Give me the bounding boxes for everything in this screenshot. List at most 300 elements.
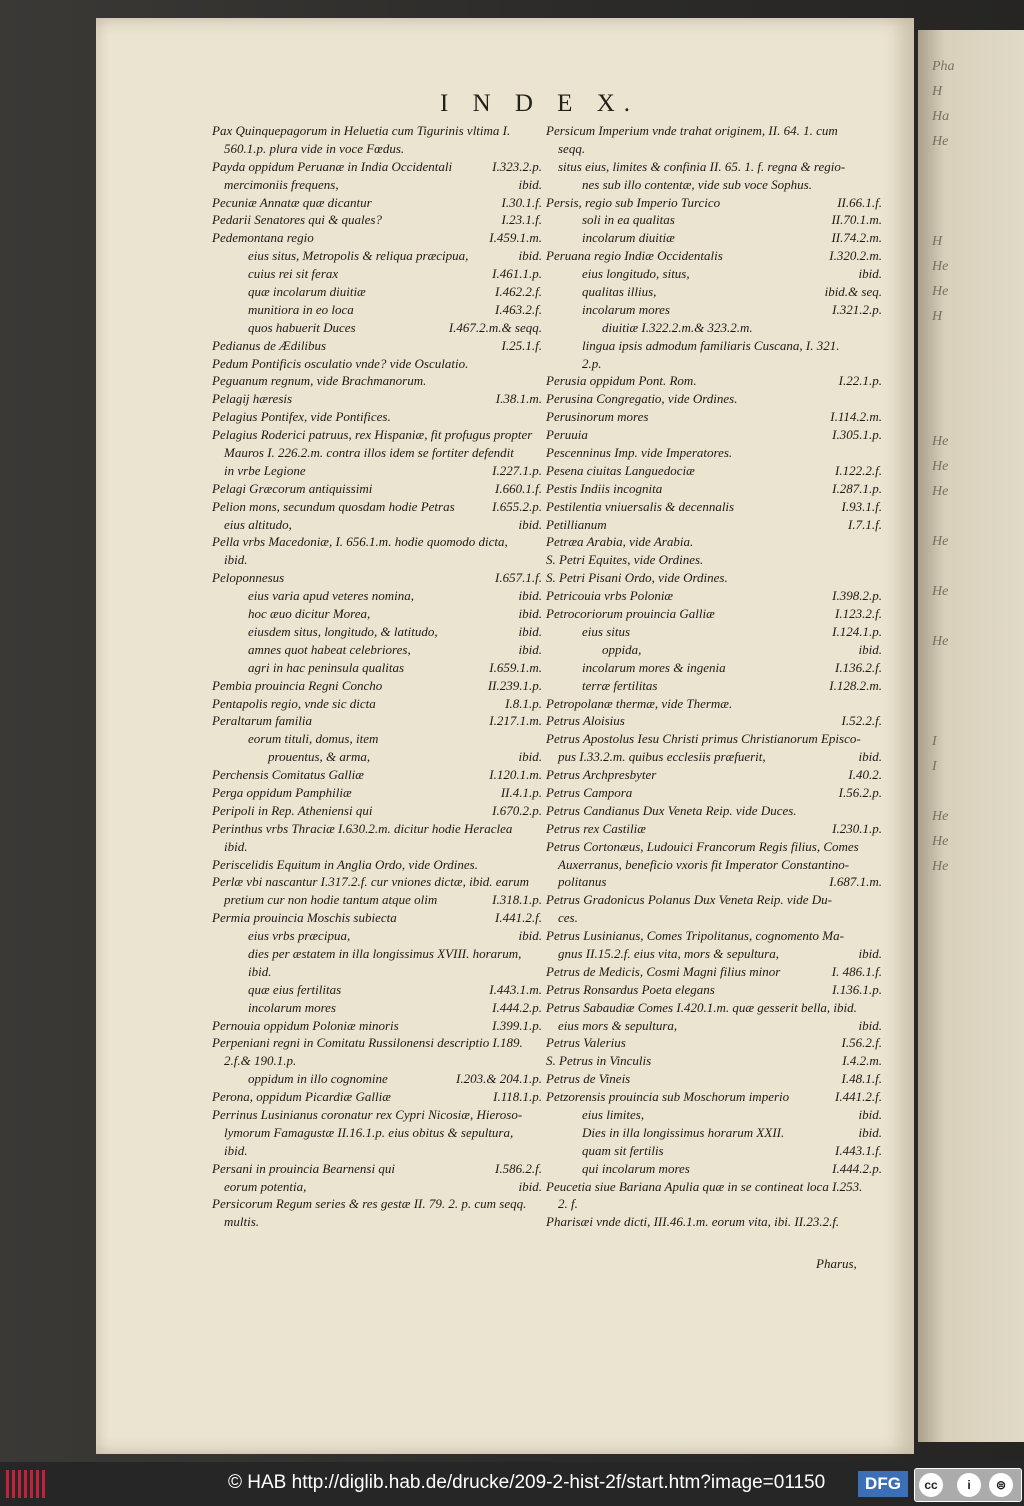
index-entry — [546, 1106, 882, 1124]
index-entry — [212, 372, 542, 390]
entry-text: Perinthus vrbs Thraciæ I.630.2.m. dicitur hodie Heraclea — [212, 820, 513, 836]
index-entry — [546, 891, 882, 909]
index-entry — [546, 480, 882, 498]
entry-text: eius varia apud veteres nomina, — [248, 588, 414, 604]
index-entry — [546, 426, 882, 444]
entry-text: Auxerranus, beneficio vxoris fit Imperator Constantino- — [558, 856, 850, 872]
entry-text: incolarum mores & ingenia — [582, 659, 726, 675]
index-entry — [546, 301, 882, 319]
index-entry — [212, 945, 542, 963]
entry-text: Dies in illa longissimus horarum XXII. — [582, 1124, 785, 1140]
index-entry — [212, 176, 542, 194]
index-entry — [212, 426, 542, 444]
entry-text: Pernouia oppidum Poloniæ minoris — [212, 1017, 399, 1033]
index-entry — [546, 659, 882, 677]
entry-text: eius vrbs præcipua, — [248, 928, 351, 944]
entry-reference: I.136.2.f. — [835, 659, 882, 675]
entry-text: Petzorensis prouincia sub Moschorum imperio — [546, 1089, 790, 1105]
entry-text: Petrus Valerius — [546, 1035, 626, 1051]
index-entry — [212, 569, 542, 587]
entry-text: Petrus de Medicis, Cosmi Magni filius minor — [546, 963, 781, 979]
entry-text: Petrus Archpresbyter — [546, 767, 657, 783]
index-entry — [212, 587, 542, 605]
entry-reference: I.128.2.m. — [829, 677, 882, 693]
attribution-icon: i — [957, 1473, 981, 1497]
facing-fragment — [932, 654, 1024, 679]
entry-text: 2.p. — [582, 355, 602, 371]
facing-fragment: He — [932, 584, 949, 599]
index-entry — [546, 516, 882, 534]
entry-text: Petrus Sabaudiæ Comes I.420.1.m. quæ gesserit bella, ibid. — [546, 999, 857, 1015]
entry-reference: I.687.1.m. — [829, 874, 882, 890]
index-entry — [546, 498, 882, 516]
entry-text: Peripoli in Rep. Atheniensi qui — [212, 802, 373, 818]
entry-reference: I.40.2. — [848, 767, 882, 783]
index-entry — [212, 194, 542, 212]
facing-fragment — [932, 154, 1024, 179]
footer-url-text[interactable]: © HAB http://diglib.hab.de/drucke/209-2-hist-2f/start.htm?image=01150 — [228, 1472, 826, 1493]
entry-reference: I.462.2.f. — [495, 284, 542, 300]
index-entry — [212, 695, 542, 713]
entry-reference: ibid. — [858, 641, 882, 657]
facing-fragment — [932, 504, 1024, 529]
facing-fragment: He — [932, 284, 949, 299]
entry-text: S. Petri Equites, vide Ordines. — [546, 552, 704, 568]
entry-text: ibid. — [224, 838, 248, 854]
entry-text: quæ incolarum diuitiæ — [248, 284, 366, 300]
index-entry — [546, 372, 882, 390]
index-entry — [212, 873, 542, 891]
entry-text: Pelion mons, secundum quosdam hodie Petras — [212, 498, 455, 514]
entry-text: Petrus Aloisius — [546, 713, 625, 729]
entry-text: incolarum mores — [582, 301, 670, 317]
index-entry — [212, 927, 542, 945]
facing-fragment — [932, 354, 1024, 379]
facing-fragment: He — [932, 534, 949, 549]
index-entry — [546, 569, 882, 587]
entry-reference: ibid. — [858, 945, 882, 961]
index-entry — [212, 229, 542, 247]
index-entry — [546, 695, 882, 713]
catchword: Pharus, — [816, 1256, 857, 1271]
facing-fragment — [932, 204, 1024, 229]
entry-reference: I.655.2.p. — [492, 498, 542, 514]
entry-text: Petrus Lusinianus, Comes Tripolitanus, cognomento Ma- — [546, 928, 844, 944]
index-entry — [212, 533, 542, 551]
entry-text: Pelagius Pontifex, vide Pontifices. — [212, 409, 391, 425]
facing-fragment: He — [932, 259, 949, 274]
index-entry — [546, 1178, 882, 1196]
entry-text: Pharisæi vnde dicti, III.46.1.m. eorum vita, ibi. II.23.2.f. — [546, 1214, 840, 1230]
facing-fragment: Pha — [932, 59, 955, 74]
entry-text: Pelagi Græcorum antiquissimi — [212, 480, 373, 496]
entry-text: Petrus Campora — [546, 784, 633, 800]
entry-text: prouentus, & arma, — [268, 749, 371, 765]
index-entry — [546, 623, 882, 641]
entry-text: quos habuerit Duces — [248, 319, 356, 335]
running-head: I N D E X. — [440, 90, 640, 117]
index-entry — [546, 176, 882, 194]
index-entry — [212, 748, 542, 766]
entry-reference: II.70.1.m. — [831, 212, 882, 228]
index-entry — [212, 1034, 542, 1052]
entry-text: S. Petri Pisani Ordo, vide Ordines. — [546, 570, 728, 586]
index-entry — [212, 283, 542, 301]
index-entry — [546, 533, 882, 551]
index-entry — [546, 748, 882, 766]
facing-fragment: He — [932, 134, 949, 149]
entry-reference: ibid. — [858, 266, 882, 282]
entry-text: eius situs — [582, 623, 631, 639]
entry-text: Pedemontana regio — [212, 230, 314, 246]
entry-text: eorum tituli, domus, item — [248, 731, 379, 747]
index-entry — [212, 838, 542, 856]
entry-reference: I.118.1.p. — [493, 1089, 542, 1105]
entry-reference: ibid. — [518, 1178, 542, 1194]
entry-text: Peloponnesus — [212, 570, 285, 586]
index-entry — [212, 498, 542, 516]
index-entry — [212, 480, 542, 498]
entry-text: mercimoniis frequens, — [224, 176, 339, 192]
entry-reference: I.217.1.m. — [489, 713, 542, 729]
index-entry — [546, 1142, 882, 1160]
entry-text: Persicorum Regum series & res gestæ II. 79. 2. p. cum seqq. — [212, 1196, 527, 1212]
entry-reference: ibid.& seq. — [824, 284, 882, 300]
entry-text: Pella vrbs Macedoniæ, I. 656.1.m. hodie quomodo dicta, — [212, 534, 508, 550]
entry-reference: ibid. — [858, 1106, 882, 1122]
entry-text: eorum potentia, — [224, 1178, 307, 1194]
index-entry — [212, 623, 542, 641]
index-entry — [212, 1142, 542, 1160]
entry-text: Pelagius Roderici patruus, rex Hispaniæ, fit profugus propter — [212, 427, 533, 443]
index-entry — [212, 605, 542, 623]
entry-text: amnes quot habeat celebriores, — [248, 641, 411, 657]
index-entry — [546, 462, 882, 480]
facing-fragment — [932, 329, 1024, 354]
index-entry — [212, 551, 542, 569]
entry-text: ces. — [558, 910, 578, 926]
entry-reference: I.657.1.f. — [495, 570, 542, 586]
entry-text: in vrbe Legione — [224, 462, 306, 478]
index-entry — [212, 1070, 542, 1088]
entry-text: Peruuia — [546, 427, 588, 443]
entry-text: terræ fertilitas — [582, 677, 658, 693]
index-entry — [212, 981, 542, 999]
index-entry — [212, 1106, 542, 1124]
index-entry — [546, 265, 882, 283]
index-entry — [212, 820, 542, 838]
index-entry — [212, 301, 542, 319]
entry-reference: II.74.2.m. — [831, 230, 882, 246]
index-entry — [546, 140, 882, 158]
entry-text: oppidum in illo cognomine — [248, 1071, 388, 1087]
entry-reference: I.318.1.p. — [492, 892, 542, 908]
entry-reference: I.398.2.p. — [832, 588, 882, 604]
entry-reference: I.230.1.p. — [832, 820, 882, 836]
entry-reference: II.4.1.p. — [500, 784, 542, 800]
entry-text: nes sub illo contentæ, vide sub voce Sophus. — [582, 176, 812, 192]
entry-text: Petrus Cortonæus, Ludouici Francorum Regis filius, Comes — [546, 838, 859, 854]
entry-reference: I.122.2.f. — [835, 462, 882, 478]
entry-reference: I.586.2.f. — [495, 1160, 542, 1176]
facing-fragment — [932, 779, 1024, 804]
entry-reference: I.459.1.m. — [489, 230, 542, 246]
entry-reference: I.136.1.p. — [832, 981, 882, 997]
cc-icon: cc — [919, 1473, 943, 1497]
entry-text: Petrus Gradonicus Polanus Dux Veneta Reip. vide Du- — [546, 892, 832, 908]
facing-fragment: He — [932, 484, 949, 499]
entry-text: cuius rei sit ferax — [248, 266, 339, 282]
entry-text: soli in ea qualitas — [582, 212, 675, 228]
entry-reference: I.56.2.f. — [841, 1035, 882, 1051]
entry-reference: I.25.1.f. — [501, 337, 542, 353]
entry-text: Petricouia vrbs Poloniæ — [546, 588, 674, 604]
entry-text: Perlæ vbi nascantur I.317.2.f. cur vniones dictæ, ibid. earum — [212, 874, 530, 890]
entry-text: Perga oppidum Pamphiliæ — [212, 784, 352, 800]
entry-reference: I.8.1.p. — [505, 695, 542, 711]
entry-text: Peguanum regnum, vide Brachmanorum. — [212, 373, 427, 389]
index-entry — [546, 1124, 882, 1142]
index-entry — [212, 265, 542, 283]
entry-reference: I.38.1.m. — [495, 391, 542, 407]
entry-reference: I.7.1.f. — [848, 516, 882, 532]
index-entry — [212, 444, 542, 462]
entry-reference: II.66.1.f. — [837, 194, 882, 210]
entry-reference: I.320.2.m. — [829, 248, 882, 264]
entry-text: pus I.33.2.m. quibus ecclesiis præfuerit, — [558, 749, 766, 765]
index-entry — [212, 355, 542, 373]
index-entry — [546, 247, 882, 265]
index-entry — [212, 158, 542, 176]
index-entry — [546, 390, 882, 408]
index-entry — [546, 211, 882, 229]
entry-text: Persis, regio sub Imperio Turcico — [546, 194, 721, 210]
entry-reference: I.441.2.f. — [835, 1089, 882, 1105]
index-entry — [546, 605, 882, 623]
index-entry — [546, 283, 882, 301]
facing-fragment: He — [932, 634, 949, 649]
entry-reference: I.203.& 204.1.p. — [456, 1071, 542, 1087]
entry-text: quæ eius fertilitas — [248, 981, 342, 997]
entry-reference: I.467.2.m.& seqq. — [448, 319, 542, 335]
entry-text: Perpeniani regni in Comitatu Russilonensi descriptio I.189. — [212, 1035, 523, 1051]
index-entry — [546, 784, 882, 802]
facing-fragment — [932, 404, 1024, 429]
entry-reference: I.114.2.m. — [830, 409, 882, 425]
facing-page-text — [932, 54, 1024, 879]
index-entry — [546, 766, 882, 784]
dfg-logo: DFG — [858, 1471, 908, 1497]
entry-reference: I.56.2.p. — [838, 784, 882, 800]
entry-text: ibid. — [224, 1142, 248, 1158]
entry-reference: ibid. — [518, 588, 542, 604]
entry-reference: I.443.1.m. — [489, 981, 542, 997]
index-entry — [212, 247, 542, 265]
index-entry — [546, 838, 882, 856]
entry-reference: ibid. — [858, 1017, 882, 1033]
entry-reference: I.659.1.m. — [489, 659, 542, 675]
entry-text: S. Petrus in Vinculis — [546, 1053, 652, 1069]
entry-reference: ibid. — [518, 606, 542, 622]
index-entry — [212, 891, 542, 909]
entry-text: 2. f. — [558, 1196, 578, 1212]
index-entry — [212, 516, 542, 534]
index-entry — [546, 122, 882, 140]
entry-text: Pesena ciuitas Languedociæ — [546, 462, 695, 478]
index-entry — [212, 766, 542, 784]
entry-reference: I.120.1.m. — [489, 767, 542, 783]
entry-text: Payda oppidum Peruanæ in India Occidentali — [212, 158, 453, 174]
index-entry — [212, 462, 542, 480]
index-entry — [546, 229, 882, 247]
entry-reference: I.399.1.p. — [492, 1017, 542, 1033]
entry-reference: I.124.1.p. — [832, 623, 882, 639]
entry-text: Pentapolis regio, vnde sic dicta — [212, 695, 376, 711]
entry-text: ibid. — [248, 963, 272, 979]
index-entry — [546, 194, 882, 212]
index-entry — [546, 551, 882, 569]
entry-reference: I.323.2.p. — [492, 158, 542, 174]
entry-reference: I.670.2.p. — [492, 802, 542, 818]
index-entry — [546, 945, 882, 963]
entry-reference: ibid. — [518, 641, 542, 657]
index-entry — [546, 337, 882, 355]
index-entry — [212, 909, 542, 927]
entry-text: Petropolanæ thermæ, vide Thermæ. — [546, 695, 733, 711]
cc-license-badge[interactable] — [914, 1468, 1022, 1502]
entry-text: eius limites, — [582, 1106, 645, 1122]
entry-reference: ibid. — [518, 516, 542, 532]
index-entry — [546, 927, 882, 945]
entry-reference: I.227.1.p. — [492, 462, 542, 478]
index-column-left — [212, 122, 542, 1231]
facing-fragment: H — [932, 234, 943, 249]
facing-fragment — [932, 554, 1024, 579]
entry-reference: ibid. — [518, 176, 542, 192]
index-entry — [212, 999, 542, 1017]
hab-logo — [6, 1470, 46, 1498]
facing-fragment — [932, 179, 1024, 204]
entry-text: dies per æstatem in illa longissimus XVIII. horarum, — [248, 945, 522, 961]
entry-text: Pecuniæ Annatæ quæ dicantur — [212, 194, 372, 210]
facing-fragment — [932, 704, 1024, 729]
entry-text: Pembia prouincia Regni Concho — [212, 677, 383, 693]
entry-text: Pestilentia vniuersalis & decennalis — [546, 498, 735, 514]
entry-reference: ibid. — [858, 1124, 882, 1140]
entry-reference: I.444.2.p. — [492, 999, 542, 1015]
index-entry — [546, 408, 882, 426]
entry-text: situs eius, limites & confinia II. 65. 1. f. regna & regio- — [558, 158, 846, 174]
entry-text: Petræa Arabia, vide Arabia. — [546, 534, 694, 550]
index-entry — [546, 444, 882, 462]
index-entry — [212, 390, 542, 408]
entry-text: Petrus Candianus Dux Veneta Reip. vide Duces. — [546, 802, 797, 818]
entry-reference: I.461.1.p. — [492, 266, 542, 282]
entry-text: ibid. — [224, 552, 248, 568]
index-entry — [212, 1052, 542, 1070]
entry-text: Perusinorum mores — [546, 409, 649, 425]
index-entry — [212, 211, 542, 229]
index-entry — [546, 873, 882, 891]
facing-fragment — [932, 379, 1024, 404]
entry-text: gnus II.15.2.f. eius vita, mors & sepultura, — [558, 945, 779, 961]
entry-text: Peucetia siue Bariana Apulia quæ in se contineat loca I.253. — [546, 1178, 863, 1194]
index-entry — [546, 909, 882, 927]
entry-reference: I.52.2.f. — [841, 713, 882, 729]
index-entry — [212, 784, 542, 802]
entry-text: Perrinus Lusinianus coronatur rex Cypri Nicosiæ, Hieroso- — [212, 1106, 523, 1122]
entry-reference: I.441.2.f. — [495, 910, 542, 926]
index-entry — [546, 1088, 882, 1106]
facing-fragment: He — [932, 459, 949, 474]
index-entry — [212, 1178, 542, 1196]
entry-text: munitiora in eo loca — [248, 301, 354, 317]
entry-text: 560.1.p. plura vide in voce Fœdus. — [224, 140, 405, 156]
facing-fragment: He — [932, 809, 949, 824]
index-entry — [546, 1195, 882, 1213]
entry-text: Persani in prouincia Bearnensi qui — [212, 1160, 395, 1176]
facing-fragment: I — [932, 734, 937, 749]
entry-text: Petillianum — [546, 516, 607, 532]
index-entry — [546, 820, 882, 838]
index-entry — [546, 587, 882, 605]
entry-reference: ibid. — [518, 749, 542, 765]
entry-reference: I.93.1.f. — [841, 498, 882, 514]
footer-bar — [0, 1462, 1024, 1506]
entry-reference: I.23.1.f. — [501, 212, 542, 228]
entry-reference: I.305.1.p. — [832, 427, 882, 443]
entry-reference: ibid. — [518, 928, 542, 944]
facing-fragment: He — [932, 859, 949, 874]
entry-text: Petrocoriorum prouincia Galliæ — [546, 606, 715, 622]
facing-fragment — [932, 604, 1024, 629]
index-entry — [546, 1034, 882, 1052]
entry-reference: I.22.1.p. — [838, 373, 882, 389]
index-entry — [212, 319, 542, 337]
index-entry — [546, 1052, 882, 1070]
entry-reference: I. 486.1.f. — [831, 963, 882, 979]
entry-text: Petrus Ronsardus Poeta elegans — [546, 981, 715, 997]
entry-text: incolarum diuitiæ — [582, 230, 675, 246]
entry-text: Persicum Imperium vnde trahat originem, II. 64. 1. cum — [546, 123, 838, 138]
index-entry — [212, 1160, 542, 1178]
index-entry — [546, 355, 882, 373]
facing-fragment: Ha — [932, 109, 950, 124]
entry-text: Pax Quinquepagorum in Heluetia cum Tigurinis vltima I. — [212, 123, 511, 138]
index-entry — [212, 730, 542, 748]
share-alike-icon: ⊜ — [989, 1473, 1013, 1497]
facing-page-edge — [918, 30, 1024, 1442]
entry-text: Mauros I. 226.2.m. contra illos idem se fortiter defendit — [224, 445, 514, 461]
entry-text: pretium cur non hodie tantum atque olim — [224, 892, 438, 908]
entry-reference: ibid. — [858, 749, 882, 765]
entry-reference: I.287.1.p. — [832, 480, 882, 496]
entry-text: Peraltarum familia — [212, 713, 313, 729]
index-entry — [546, 677, 882, 695]
index-entry — [212, 1088, 542, 1106]
entry-reference: I.444.2.p. — [832, 1160, 882, 1176]
entry-reference: I.463.2.f. — [495, 301, 542, 317]
entry-reference: ibid. — [518, 623, 542, 639]
facing-fragment: He — [932, 434, 949, 449]
entry-text: Perusina Congregatio, vide Ordines. — [546, 391, 738, 407]
entry-text: Peruana regio Indiæ Occidentalis — [546, 248, 723, 264]
entry-text: incolarum mores — [248, 999, 336, 1015]
entry-text: agri in hac peninsula qualitas — [248, 659, 404, 675]
entry-text: Perusia oppidum Pont. Rom. — [546, 373, 697, 389]
entry-text: quam sit fertilis — [582, 1142, 664, 1158]
entry-reference: I.30.1.f. — [501, 194, 542, 210]
